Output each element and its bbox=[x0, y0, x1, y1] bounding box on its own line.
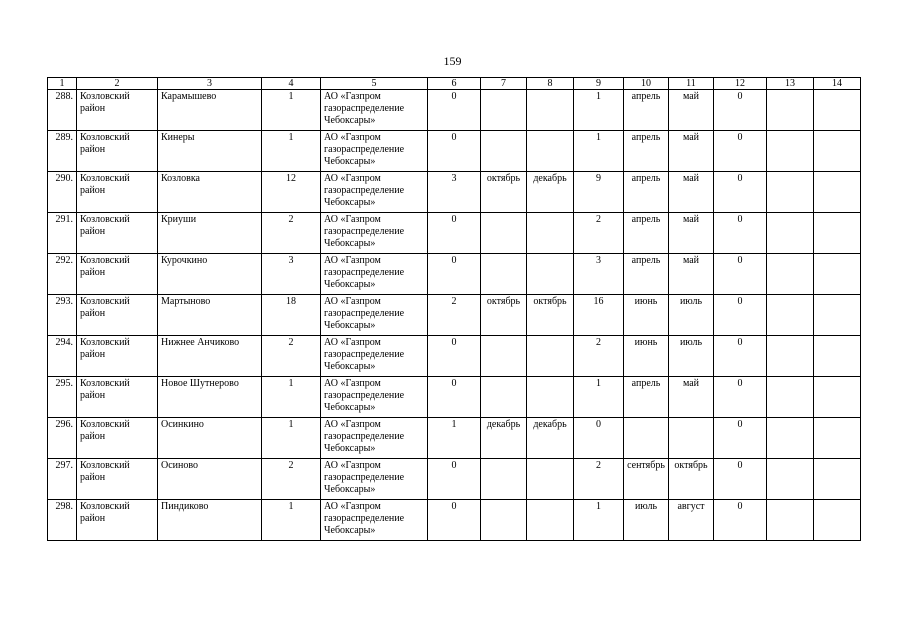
count-cell: 3 bbox=[262, 254, 321, 295]
cell-col-12: 0 bbox=[714, 418, 767, 459]
cell-col-6: 0 bbox=[428, 500, 481, 541]
count-cell: 1 bbox=[262, 377, 321, 418]
cell-col-13 bbox=[767, 254, 814, 295]
organization-cell: АО «Газпром газораспределение Чебоксары» bbox=[321, 254, 428, 295]
cell-col-14 bbox=[814, 377, 861, 418]
cell-col-8: декабрь bbox=[527, 418, 574, 459]
count-cell: 12 bbox=[262, 172, 321, 213]
cell-col-11: октябрь bbox=[669, 459, 714, 500]
organization-cell: АО «Газпром газораспределение Чебоксары» bbox=[321, 90, 428, 131]
table-row bbox=[48, 131, 861, 172]
cell-col-8 bbox=[527, 459, 574, 500]
cell-col-13 bbox=[767, 500, 814, 541]
cell-col-8 bbox=[527, 254, 574, 295]
locality-cell: Осинкино bbox=[158, 418, 262, 459]
cell-col-9: 2 bbox=[574, 459, 624, 500]
header-cell: 8 bbox=[527, 78, 574, 90]
district-cell: Козловский район bbox=[77, 213, 158, 254]
cell-col-14 bbox=[814, 213, 861, 254]
table-row bbox=[48, 377, 861, 418]
organization-cell: АО «Газпром газораспределение Чебоксары» bbox=[321, 500, 428, 541]
locality-cell: Курочкино bbox=[158, 254, 262, 295]
cell-col-10: июнь bbox=[624, 336, 669, 377]
count-cell: 2 bbox=[262, 459, 321, 500]
cell-col-11: май bbox=[669, 172, 714, 213]
cell-col-12: 0 bbox=[714, 213, 767, 254]
header-cell: 6 bbox=[428, 78, 481, 90]
cell-col-12: 0 bbox=[714, 459, 767, 500]
row-number: 290. bbox=[48, 172, 77, 213]
cell-col-9: 1 bbox=[574, 90, 624, 131]
locality-cell: Новое Шутнерово bbox=[158, 377, 262, 418]
district-cell: Козловский район bbox=[77, 418, 158, 459]
locality-cell: Кинеры bbox=[158, 131, 262, 172]
header-cell: 1 bbox=[48, 78, 77, 90]
cell-col-12: 0 bbox=[714, 295, 767, 336]
cell-col-8 bbox=[527, 336, 574, 377]
cell-col-6: 0 bbox=[428, 459, 481, 500]
header-cell: 9 bbox=[574, 78, 624, 90]
count-cell: 1 bbox=[262, 131, 321, 172]
table-row bbox=[48, 90, 861, 131]
cell-col-11: май bbox=[669, 131, 714, 172]
count-cell: 2 bbox=[262, 336, 321, 377]
district-cell: Козловский район bbox=[77, 172, 158, 213]
organization-cell: АО «Газпром газораспределение Чебоксары» bbox=[321, 131, 428, 172]
cell-col-13 bbox=[767, 172, 814, 213]
cell-col-7: октябрь bbox=[481, 172, 527, 213]
row-number: 292. bbox=[48, 254, 77, 295]
cell-col-8 bbox=[527, 500, 574, 541]
cell-col-9: 3 bbox=[574, 254, 624, 295]
cell-col-6: 0 bbox=[428, 213, 481, 254]
cell-col-6: 0 bbox=[428, 90, 481, 131]
row-number: 291. bbox=[48, 213, 77, 254]
cell-col-7 bbox=[481, 254, 527, 295]
cell-col-14 bbox=[814, 336, 861, 377]
cell-col-11: май bbox=[669, 90, 714, 131]
table-row bbox=[48, 418, 861, 459]
cell-col-12: 0 bbox=[714, 377, 767, 418]
header-cell: 3 bbox=[158, 78, 262, 90]
cell-col-6: 1 bbox=[428, 418, 481, 459]
cell-col-13 bbox=[767, 459, 814, 500]
cell-col-13 bbox=[767, 90, 814, 131]
cell-col-7 bbox=[481, 131, 527, 172]
cell-col-7 bbox=[481, 90, 527, 131]
organization-cell: АО «Газпром газораспределение Чебоксары» bbox=[321, 213, 428, 254]
cell-col-11 bbox=[669, 418, 714, 459]
cell-col-10: апрель bbox=[624, 377, 669, 418]
cell-col-11: август bbox=[669, 500, 714, 541]
cell-col-10: июль bbox=[624, 500, 669, 541]
cell-col-13 bbox=[767, 336, 814, 377]
cell-col-14 bbox=[814, 500, 861, 541]
table-row bbox=[48, 172, 861, 213]
header-cell: 2 bbox=[77, 78, 158, 90]
cell-col-10: апрель bbox=[624, 90, 669, 131]
table-row bbox=[48, 213, 861, 254]
cell-col-11: июль bbox=[669, 336, 714, 377]
cell-col-12: 0 bbox=[714, 90, 767, 131]
cell-col-8 bbox=[527, 377, 574, 418]
cell-col-13 bbox=[767, 295, 814, 336]
count-cell: 1 bbox=[262, 500, 321, 541]
district-cell: Козловский район bbox=[77, 131, 158, 172]
cell-col-6: 0 bbox=[428, 336, 481, 377]
cell-col-9: 1 bbox=[574, 377, 624, 418]
header-cell: 7 bbox=[481, 78, 527, 90]
header-cell: 12 bbox=[714, 78, 767, 90]
cell-col-7 bbox=[481, 500, 527, 541]
row-number: 288. bbox=[48, 90, 77, 131]
cell-col-7 bbox=[481, 377, 527, 418]
cell-col-10: июнь bbox=[624, 295, 669, 336]
cell-col-9: 1 bbox=[574, 131, 624, 172]
cell-col-8 bbox=[527, 131, 574, 172]
cell-col-9: 1 bbox=[574, 500, 624, 541]
cell-col-7: октябрь bbox=[481, 295, 527, 336]
cell-col-8 bbox=[527, 213, 574, 254]
cell-col-10: сентябрь bbox=[624, 459, 669, 500]
header-row bbox=[48, 78, 861, 90]
organization-cell: АО «Газпром газораспределение Чебоксары» bbox=[321, 172, 428, 213]
schedule-table bbox=[47, 77, 861, 541]
organization-cell: АО «Газпром газораспределение Чебоксары» bbox=[321, 418, 428, 459]
header-cell: 5 bbox=[321, 78, 428, 90]
organization-cell: АО «Газпром газораспределение Чебоксары» bbox=[321, 377, 428, 418]
cell-col-12: 0 bbox=[714, 131, 767, 172]
cell-col-9: 2 bbox=[574, 336, 624, 377]
cell-col-14 bbox=[814, 90, 861, 131]
cell-col-7 bbox=[481, 459, 527, 500]
count-cell: 1 bbox=[262, 90, 321, 131]
cell-col-6: 0 bbox=[428, 254, 481, 295]
row-number: 295. bbox=[48, 377, 77, 418]
district-cell: Козловский район bbox=[77, 500, 158, 541]
table-row bbox=[48, 295, 861, 336]
locality-cell: Криуши bbox=[158, 213, 262, 254]
cell-col-9: 9 bbox=[574, 172, 624, 213]
cell-col-13 bbox=[767, 377, 814, 418]
cell-col-14 bbox=[814, 254, 861, 295]
cell-col-6: 3 bbox=[428, 172, 481, 213]
locality-cell: Пиндиково bbox=[158, 500, 262, 541]
page-number: 159 bbox=[443, 54, 462, 68]
table-row bbox=[48, 459, 861, 500]
cell-col-10: апрель bbox=[624, 213, 669, 254]
locality-cell: Карамышево bbox=[158, 90, 262, 131]
cell-col-13 bbox=[767, 131, 814, 172]
cell-col-6: 0 bbox=[428, 377, 481, 418]
locality-cell: Осиново bbox=[158, 459, 262, 500]
cell-col-7 bbox=[481, 213, 527, 254]
cell-col-10 bbox=[624, 418, 669, 459]
header-cell: 4 bbox=[262, 78, 321, 90]
cell-col-6: 2 bbox=[428, 295, 481, 336]
district-cell: Козловский район bbox=[77, 377, 158, 418]
cell-col-13 bbox=[767, 213, 814, 254]
row-number: 294. bbox=[48, 336, 77, 377]
district-cell: Козловский район bbox=[77, 336, 158, 377]
cell-col-11: июль bbox=[669, 295, 714, 336]
cell-col-8: октябрь bbox=[527, 295, 574, 336]
table-body bbox=[48, 90, 861, 541]
district-cell: Козловский район bbox=[77, 459, 158, 500]
cell-col-14 bbox=[814, 295, 861, 336]
cell-col-8: декабрь bbox=[527, 172, 574, 213]
organization-cell: АО «Газпром газораспределение Чебоксары» bbox=[321, 459, 428, 500]
cell-col-9: 2 bbox=[574, 213, 624, 254]
cell-col-10: апрель bbox=[624, 254, 669, 295]
table-row bbox=[48, 336, 861, 377]
row-number: 298. bbox=[48, 500, 77, 541]
cell-col-12: 0 bbox=[714, 254, 767, 295]
district-cell: Козловский район bbox=[77, 295, 158, 336]
cell-col-14 bbox=[814, 131, 861, 172]
row-number: 293. bbox=[48, 295, 77, 336]
locality-cell: Нижнее Анчиково bbox=[158, 336, 262, 377]
header-cell: 13 bbox=[767, 78, 814, 90]
cell-col-14 bbox=[814, 418, 861, 459]
cell-col-12: 0 bbox=[714, 500, 767, 541]
header-cell: 10 bbox=[624, 78, 669, 90]
district-cell: Козловский район bbox=[77, 90, 158, 131]
cell-col-9: 16 bbox=[574, 295, 624, 336]
organization-cell: АО «Газпром газораспределение Чебоксары» bbox=[321, 295, 428, 336]
table-row bbox=[48, 500, 861, 541]
count-cell: 1 bbox=[262, 418, 321, 459]
cell-col-11: май bbox=[669, 377, 714, 418]
header-cell: 11 bbox=[669, 78, 714, 90]
locality-cell: Козловка bbox=[158, 172, 262, 213]
cell-col-10: апрель bbox=[624, 131, 669, 172]
count-cell: 18 bbox=[262, 295, 321, 336]
cell-col-10: апрель bbox=[624, 172, 669, 213]
count-cell: 2 bbox=[262, 213, 321, 254]
row-number: 296. bbox=[48, 418, 77, 459]
district-cell: Козловский район bbox=[77, 254, 158, 295]
cell-col-11: май bbox=[669, 213, 714, 254]
cell-col-14 bbox=[814, 459, 861, 500]
organization-cell: АО «Газпром газораспределение Чебоксары» bbox=[321, 336, 428, 377]
cell-col-7 bbox=[481, 336, 527, 377]
table-row bbox=[48, 254, 861, 295]
cell-col-8 bbox=[527, 90, 574, 131]
header-cell: 14 bbox=[814, 78, 861, 90]
cell-col-9: 0 bbox=[574, 418, 624, 459]
cell-col-6: 0 bbox=[428, 131, 481, 172]
cell-col-13 bbox=[767, 418, 814, 459]
cell-col-12: 0 bbox=[714, 336, 767, 377]
locality-cell: Мартыново bbox=[158, 295, 262, 336]
row-number: 297. bbox=[48, 459, 77, 500]
cell-col-7: декабрь bbox=[481, 418, 527, 459]
cell-col-14 bbox=[814, 172, 861, 213]
cell-col-11: май bbox=[669, 254, 714, 295]
cell-col-12: 0 bbox=[714, 172, 767, 213]
row-number: 289. bbox=[48, 131, 77, 172]
